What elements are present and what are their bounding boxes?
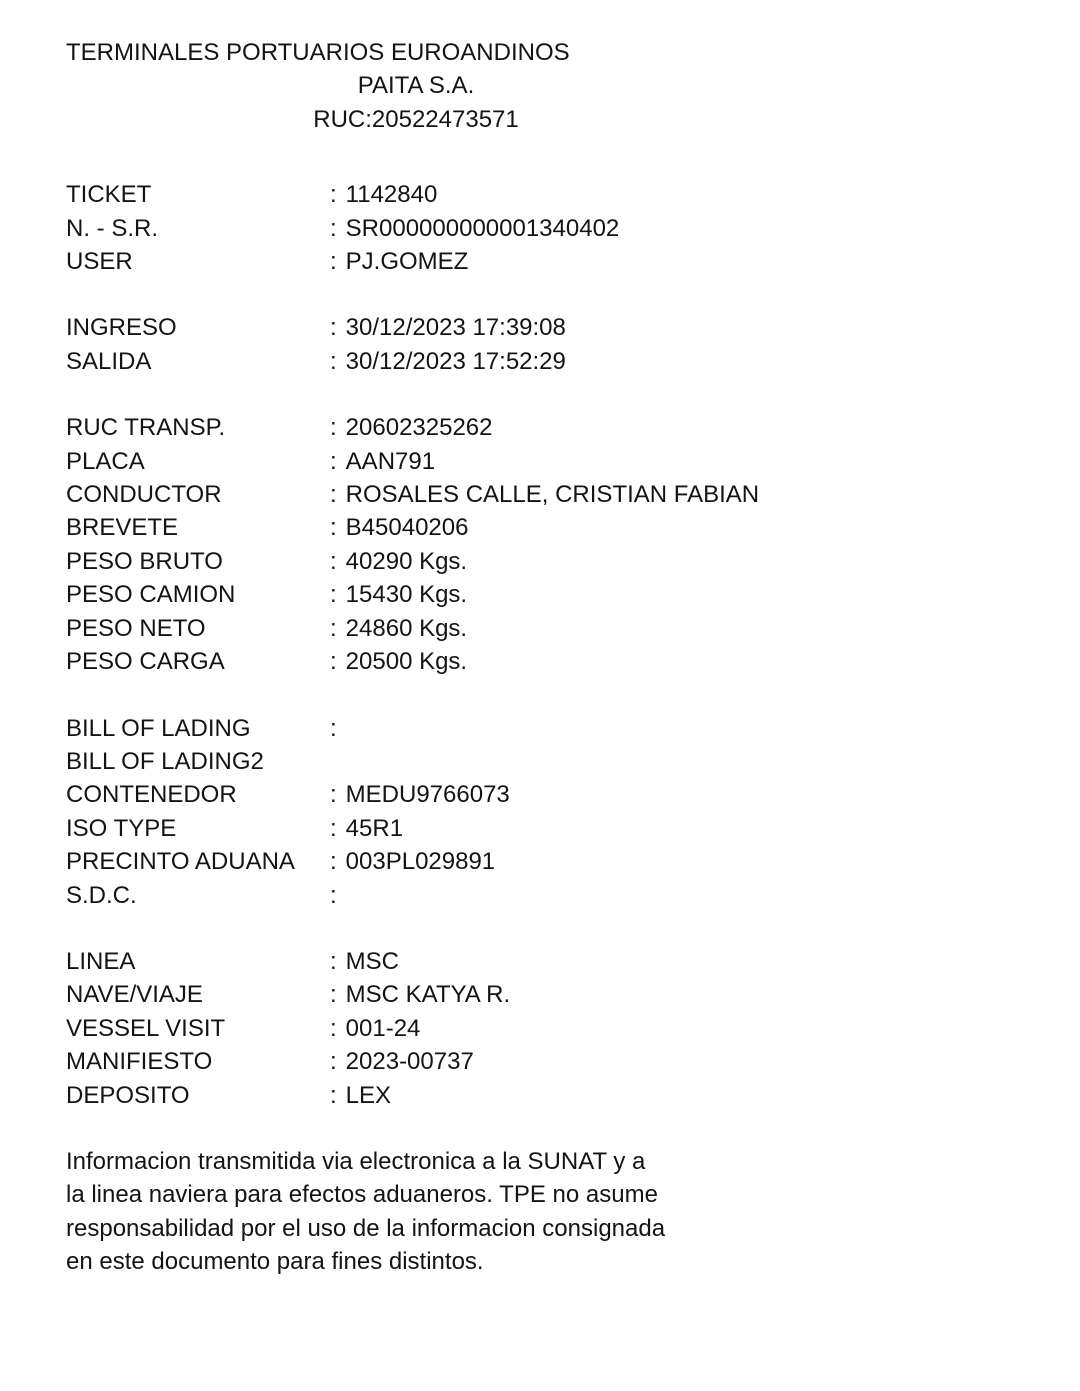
field-separator: : xyxy=(330,214,337,242)
field-label: CONDUCTOR xyxy=(66,481,222,509)
field-separator: : xyxy=(330,1014,337,1042)
field-row xyxy=(66,645,1040,678)
field-value: 30/12/2023 17:52:29 xyxy=(345,347,566,375)
section-cargo-info xyxy=(66,712,1040,912)
field-label: TICKET xyxy=(66,181,152,209)
field-label: PESO CARGA xyxy=(66,648,225,676)
field-separator: : xyxy=(330,981,337,1009)
field-label: PESO NETO xyxy=(66,614,206,642)
field-row xyxy=(66,478,1040,511)
field-value: MEDU9766073 xyxy=(345,781,510,809)
field-value: 20500 Kgs. xyxy=(345,648,468,676)
disclaimer-line: responsabilidad por el uso de la informacion consignada xyxy=(66,1214,666,1242)
field-value: MSC xyxy=(345,947,400,975)
field-value: 20602325262 xyxy=(345,414,493,442)
field-value: ROSALES CALLE, CRISTIAN FABIAN xyxy=(345,481,760,509)
field-row xyxy=(66,545,1040,578)
field-separator: : xyxy=(330,881,337,909)
section-ticket-info xyxy=(66,178,1040,278)
field-label: N. - S.R. xyxy=(66,214,159,242)
field-value: 40290 Kgs. xyxy=(345,547,468,575)
field-separator: : xyxy=(330,314,337,342)
field-separator: : xyxy=(330,648,337,676)
field-value: 30/12/2023 17:39:08 xyxy=(345,314,566,342)
field-value: 001-24 xyxy=(345,1014,421,1042)
field-row xyxy=(66,978,1040,1011)
field-value: AAN791 xyxy=(345,447,436,475)
field-label: SALIDA xyxy=(66,347,152,375)
disclaimer-line: la linea naviera para efectos aduaneros. TPE no asume xyxy=(66,1181,658,1209)
field-row xyxy=(66,311,1040,344)
field-separator: : xyxy=(330,848,337,876)
field-row xyxy=(66,1045,1040,1078)
company-branch: PAITA S.A. xyxy=(357,72,475,100)
field-value: 003PL029891 xyxy=(345,848,496,876)
field-value: PJ.GOMEZ xyxy=(345,248,469,276)
field-separator: : xyxy=(330,481,337,509)
field-label: BILL OF LADING2 xyxy=(66,747,264,775)
disclaimer-line: Informacion transmitida via electronica a la SUNAT y a xyxy=(66,1147,646,1175)
field-separator: : xyxy=(330,814,337,842)
field-separator: : xyxy=(330,547,337,575)
field-label: BILL OF LADING xyxy=(66,714,251,742)
field-row xyxy=(66,212,1040,245)
field-separator: : xyxy=(330,614,337,642)
field-row xyxy=(66,578,1040,611)
field-label: INGRESO xyxy=(66,314,177,342)
field-label: PRECINTO ADUANA xyxy=(66,848,295,876)
field-value: SR000000000001340402 xyxy=(345,214,620,242)
field-row xyxy=(66,612,1040,645)
disclaimer xyxy=(66,1145,1040,1279)
field-label: PLACA xyxy=(66,447,145,475)
section-transport-and-weights xyxy=(66,411,1040,678)
field-value: 24860 Kgs. xyxy=(345,614,468,642)
field-value: 45R1 xyxy=(345,814,404,842)
field-label: CONTENEDOR xyxy=(66,781,237,809)
field-separator: : xyxy=(330,347,337,375)
field-separator: : xyxy=(330,181,337,209)
field-label: NAVE/VIAJE xyxy=(66,981,203,1009)
field-row xyxy=(66,812,1040,845)
field-row xyxy=(66,511,1040,544)
field-value: MSC KATYA R. xyxy=(345,981,511,1009)
field-label: BREVETE xyxy=(66,514,179,542)
field-row xyxy=(66,845,1040,878)
field-separator: : xyxy=(330,1081,337,1109)
document-header xyxy=(66,36,766,136)
ticket-fields xyxy=(66,178,1040,1112)
field-row xyxy=(66,345,1040,378)
field-separator: : xyxy=(330,714,337,742)
field-label: LINEA xyxy=(66,947,136,975)
field-label: DEPOSITO xyxy=(66,1081,190,1109)
field-label: ISO TYPE xyxy=(66,814,177,842)
field-row xyxy=(66,945,1040,978)
field-separator: : xyxy=(330,447,337,475)
field-row xyxy=(66,778,1040,811)
field-value: 15430 Kgs. xyxy=(345,581,468,609)
field-label: VESSEL VISIT xyxy=(66,1014,226,1042)
field-row xyxy=(66,712,1040,745)
field-row xyxy=(66,745,1040,778)
section-vessel-info xyxy=(66,945,1040,1112)
field-row xyxy=(66,178,1040,211)
field-row xyxy=(66,879,1040,912)
field-label: USER xyxy=(66,248,133,276)
field-separator: : xyxy=(330,514,337,542)
company-ruc: RUC:20522473571 xyxy=(313,105,519,133)
company-name: TERMINALES PORTUARIOS EUROANDINOS xyxy=(66,39,570,66)
field-value: B45040206 xyxy=(345,514,469,542)
field-separator: : xyxy=(330,947,337,975)
field-label: S.D.C. xyxy=(66,881,137,909)
field-row xyxy=(66,245,1040,278)
field-row xyxy=(66,411,1040,444)
field-separator: : xyxy=(330,581,337,609)
field-label: PESO BRUTO xyxy=(66,547,223,575)
field-label: MANIFIESTO xyxy=(66,1048,213,1076)
field-label: RUC TRANSP. xyxy=(66,414,226,442)
field-label: PESO CAMION xyxy=(66,581,236,609)
field-value: 1142840 xyxy=(345,181,438,209)
disclaimer-line: en este documento para fines distintos. xyxy=(66,1248,484,1276)
field-row xyxy=(66,445,1040,478)
field-value: 2023-00737 xyxy=(345,1048,474,1076)
section-gate-times xyxy=(66,311,1040,378)
field-separator: : xyxy=(330,248,337,276)
field-separator: : xyxy=(330,1048,337,1076)
field-row xyxy=(66,1079,1040,1112)
field-separator: : xyxy=(330,781,337,809)
field-row xyxy=(66,1012,1040,1045)
field-value: LEX xyxy=(345,1081,392,1109)
field-separator: : xyxy=(330,414,337,442)
